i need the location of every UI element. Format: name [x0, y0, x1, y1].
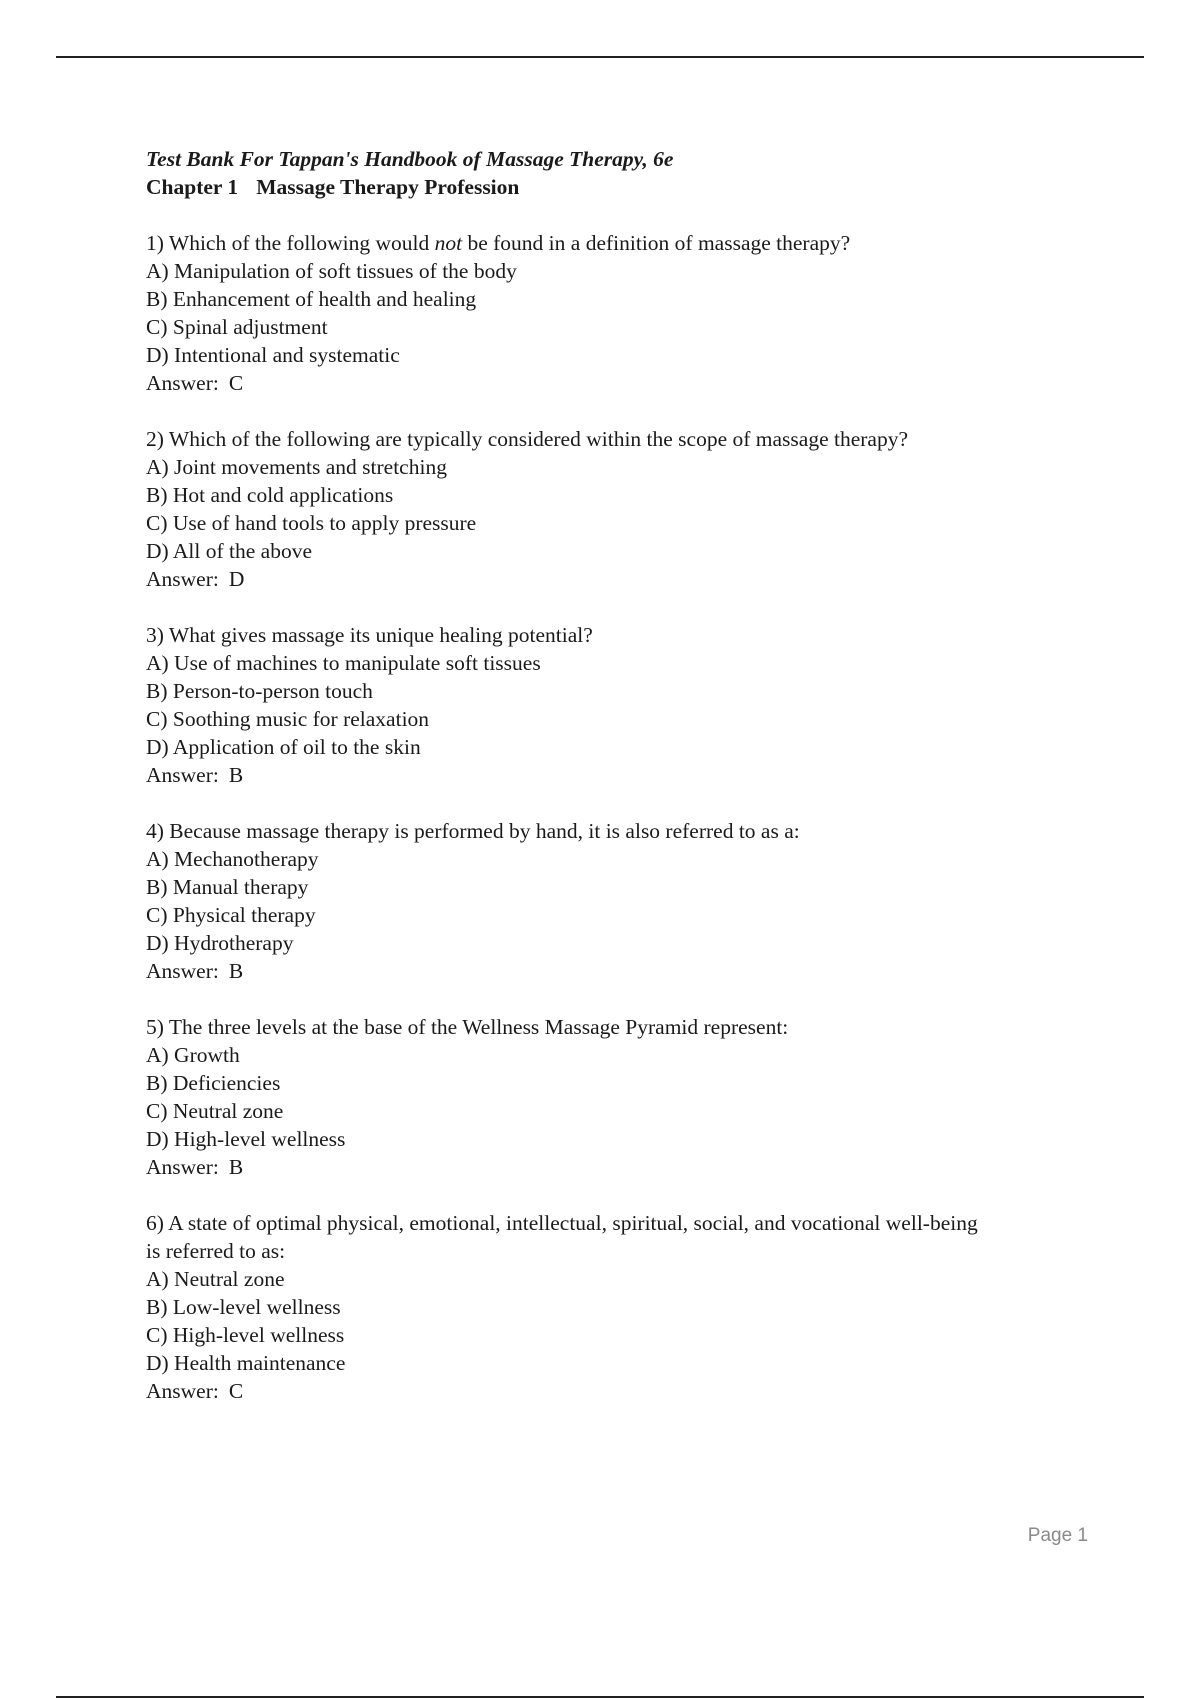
question-5 [146, 1013, 1096, 1181]
question-stem: 4) Because massage therapy is performed by hand, it is also referred to as a: [146, 819, 800, 843]
option-c: C) Neutral zone [146, 1099, 284, 1123]
option-a: A) Manipulation of soft tissues of the body [146, 259, 517, 283]
chapter-title: Massage Therapy Profession [256, 175, 520, 199]
answer-value: D [228, 567, 245, 591]
option-b: B) Enhancement of health and healing [146, 287, 477, 311]
option-d: D) High-level wellness [146, 1127, 346, 1151]
question-stem: 6) A state of optimal physical, emotional, intellectual, spiritual, social, and vocational well-being [146, 1211, 978, 1235]
option-c: C) High-level wellness [146, 1323, 345, 1347]
option-d: D) Intentional and systematic [146, 343, 400, 367]
answer-line: Answer: B [146, 1155, 244, 1179]
answer-value: B [228, 763, 244, 787]
answer-value: B [228, 959, 244, 983]
answer-value: B [228, 1155, 244, 1179]
option-b: B) Manual therapy [146, 875, 309, 899]
option-a: A) Growth [146, 1043, 240, 1067]
answer-value: C [228, 371, 244, 395]
option-c: C) Spinal adjustment [146, 315, 328, 339]
question-stem: 5) The three levels at the base of the Wellness Massage Pyramid represent: [146, 1015, 789, 1039]
option-c: C) Soothing music for relaxation [146, 707, 430, 731]
question-stem: 1) Which of the following would not be found in a definition of massage therapy? [146, 231, 851, 255]
question-stem: 2) Which of the following are typically considered within the scope of massage therapy? [146, 427, 909, 451]
answer-line: Answer: B [146, 959, 244, 983]
answer-line: Answer: B [146, 763, 244, 787]
document-title: Test Bank For Tappan's Handbook of Massage Therapy, 6e [146, 147, 674, 171]
option-a: A) Use of machines to manipulate soft tissues [146, 651, 541, 675]
question-4 [146, 817, 1096, 985]
option-d: D) Application of oil to the skin [146, 735, 421, 759]
answer-value: C [228, 1379, 244, 1403]
top-rule [56, 56, 1144, 58]
option-a: A) Joint movements and stretching [146, 455, 447, 479]
page-content [146, 145, 1096, 1405]
page-number: Page 1 [1027, 1525, 1088, 1546]
question-1 [146, 229, 1096, 397]
option-d: D) All of the above [146, 539, 312, 563]
question-6 [146, 1209, 1096, 1405]
answer-line: Answer: C [146, 371, 244, 395]
option-d: D) Hydrotherapy [146, 931, 294, 955]
option-a: A) Neutral zone [146, 1267, 285, 1291]
option-b: B) Hot and cold applications [146, 483, 394, 507]
option-a: A) Mechanotherapy [146, 847, 319, 871]
option-c: C) Use of hand tools to apply pressure [146, 511, 477, 535]
chapter-label: Chapter 1 [146, 175, 239, 199]
option-c: C) Physical therapy [146, 903, 316, 927]
answer-line: Answer: D [146, 567, 245, 591]
question-2 [146, 425, 1096, 593]
stem-emphasis: not [434, 231, 463, 255]
answer-line: Answer: C [146, 1379, 244, 1403]
option-d: D) Health maintenance [146, 1351, 346, 1375]
question-stem: 3) What gives massage its unique healing potential? [146, 623, 593, 647]
chapter-heading [146, 173, 1096, 201]
option-b: B) Deficiencies [146, 1071, 281, 1095]
option-b: B) Person-to-person touch [146, 679, 373, 703]
bottom-rule [56, 1696, 1144, 1698]
option-b: B) Low-level wellness [146, 1295, 341, 1319]
question-3 [146, 621, 1096, 789]
question-stem-continued: is referred to as: [146, 1239, 286, 1263]
